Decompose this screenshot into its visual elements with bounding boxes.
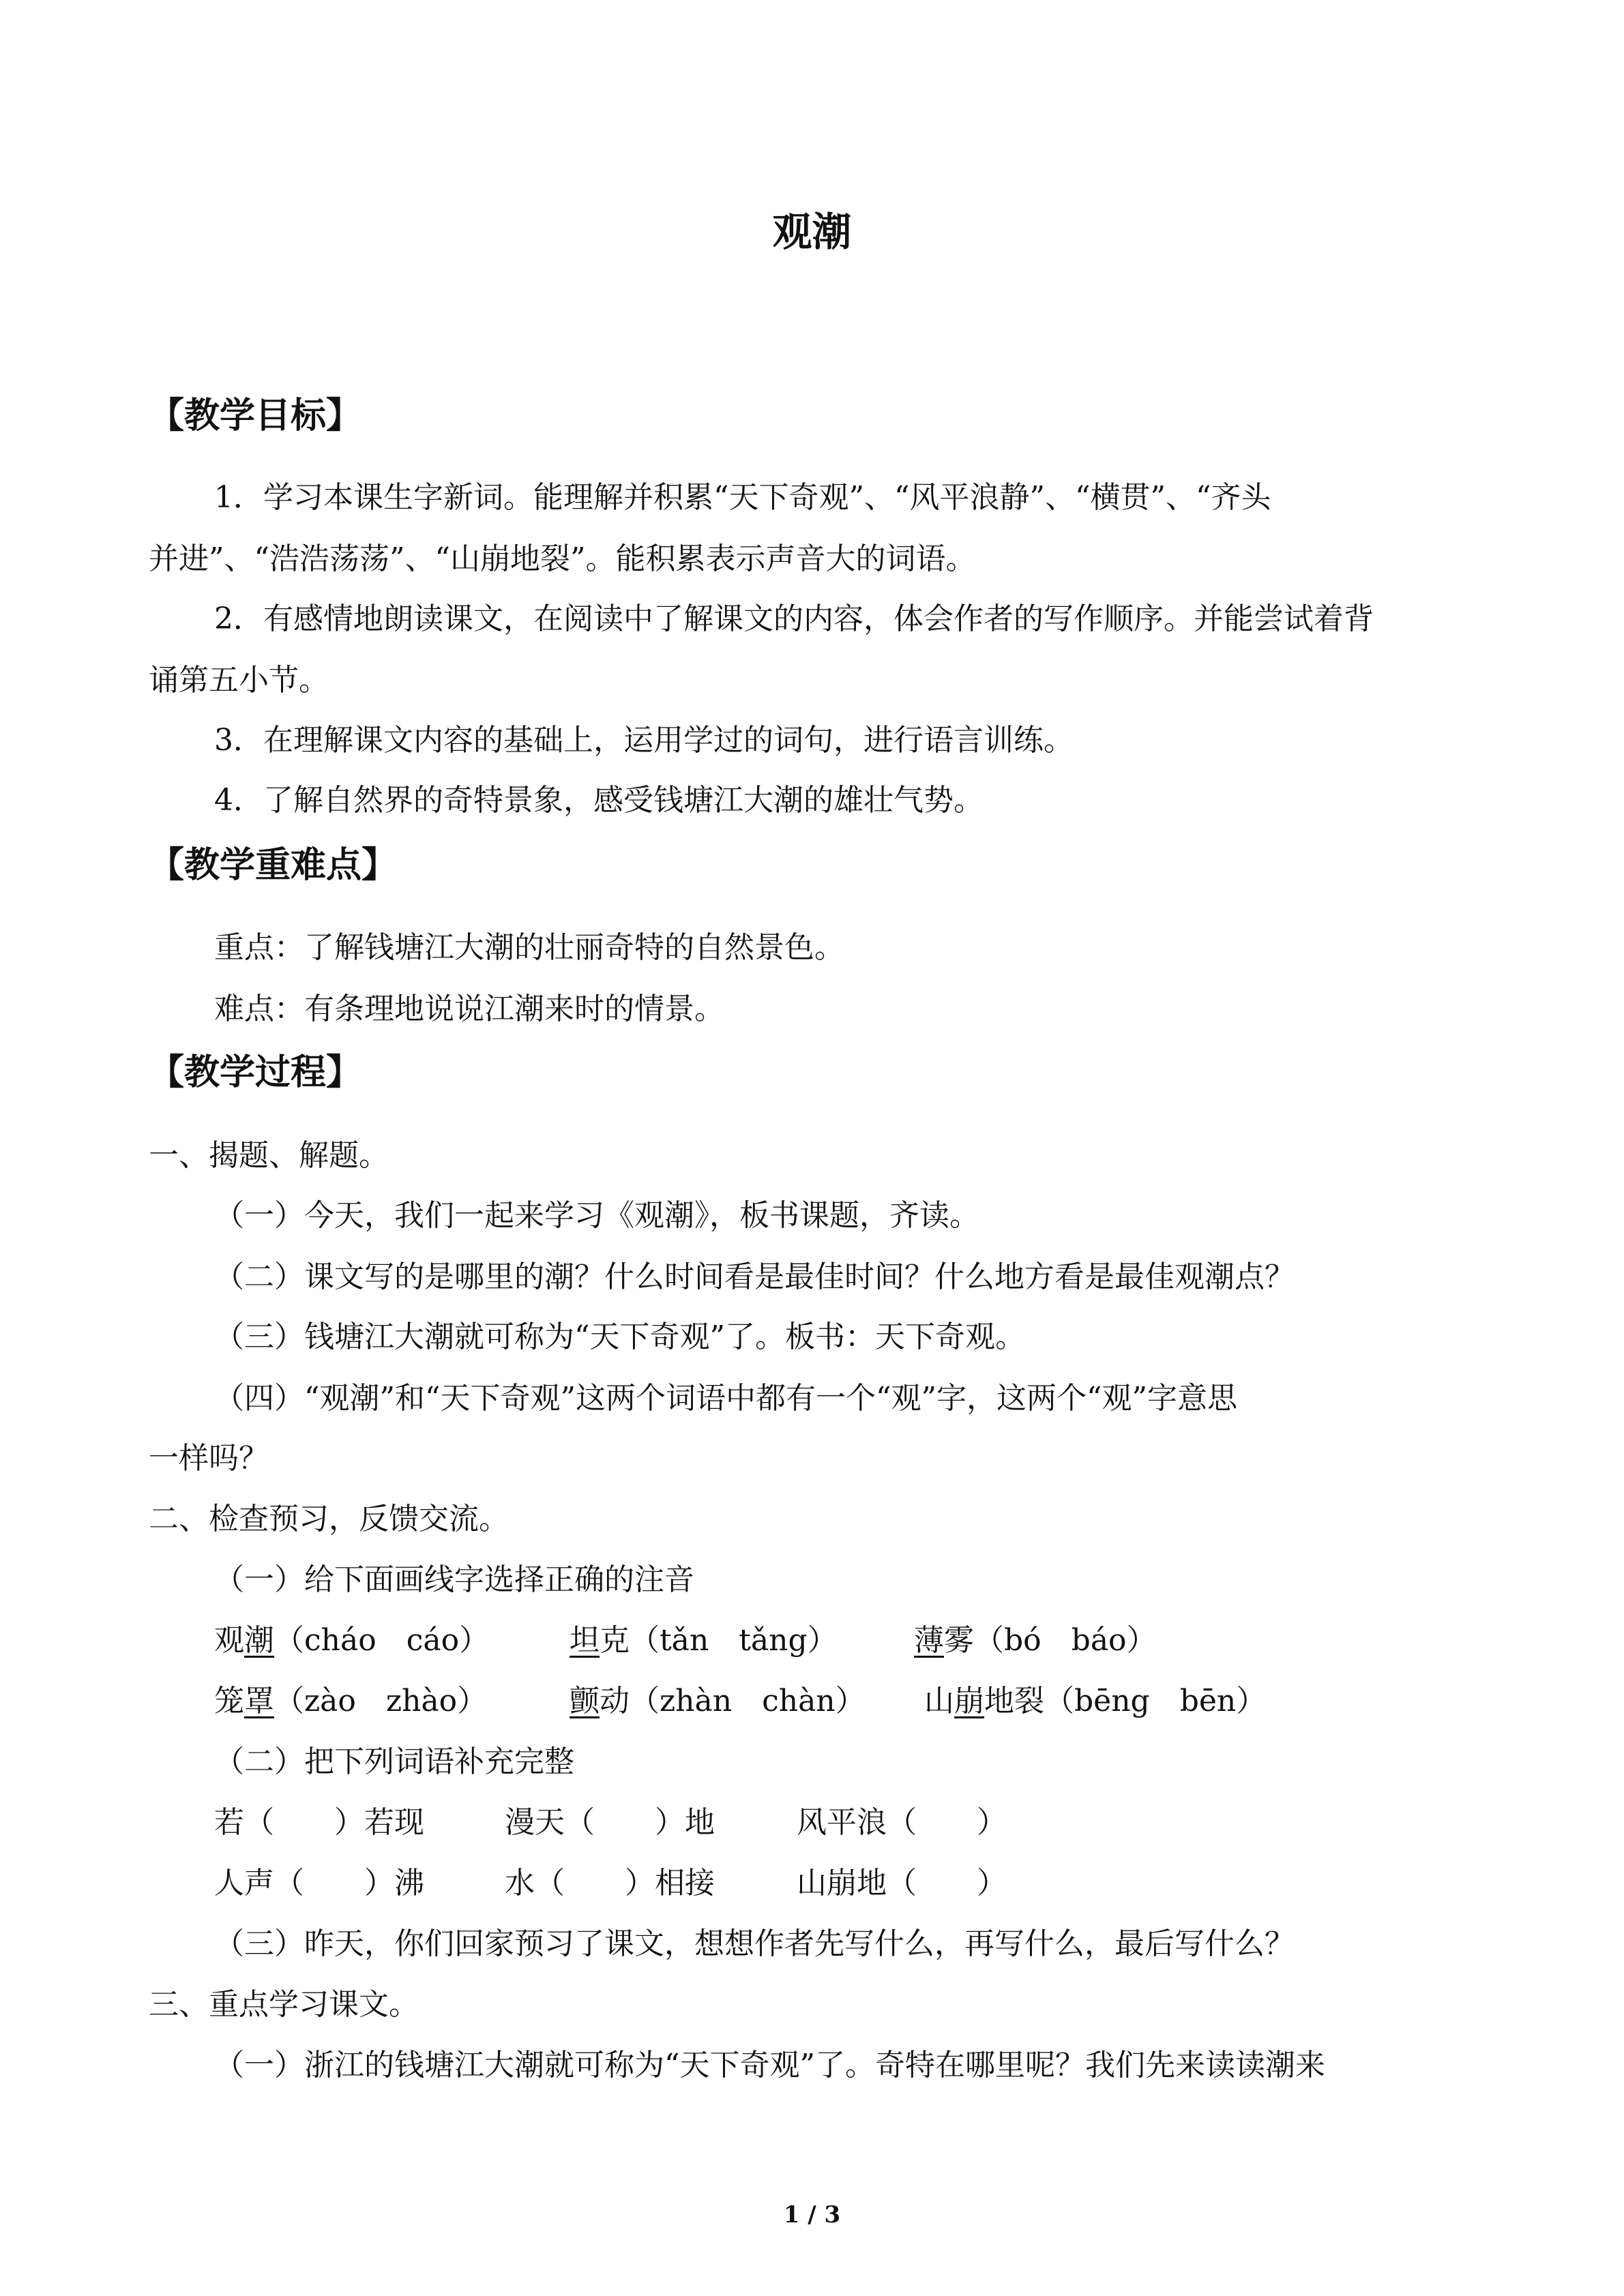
process-item: 一样吗？ <box>149 1441 269 1476</box>
process-item: （二）课文写的是哪里的潮？什么时间看是最佳时间？什么地方看是最佳观潮点？ <box>214 1259 1295 1294</box>
pinyin-word-part: 笼 <box>214 1684 244 1718</box>
difficulty-line: 难点：有条理地说说江潮来时的情景。 <box>214 992 724 1026</box>
objective-line: 并进”、“浩浩荡荡”、“山崩地裂”。能积累表示声音大的词语。 <box>149 541 976 576</box>
pinyin-options: （zào zhào） <box>274 1684 488 1718</box>
objective-line: 3．在理解课文内容的基础上，运用学过的词句，进行语言训练。 <box>214 723 1074 758</box>
underlined-char: 罩 <box>244 1684 274 1718</box>
fill-blank-word: 漫天（ ）地 <box>505 1805 715 1840</box>
fill-blank-word: 风平浪（ ） <box>797 1805 1007 1840</box>
process-item: （一）今天，我们一起来学习《观潮》，板书课题，齐读。 <box>214 1198 979 1233</box>
process-item: （三）钱塘江大潮就可称为“天下奇观”了。板书：天下奇观。 <box>214 1320 1025 1354</box>
pinyin-options: （cháo cáo） <box>274 1623 490 1658</box>
part1-title: 一、揭题、解题。 <box>149 1138 389 1173</box>
fill-blank-word: 水（ ）相接 <box>505 1866 715 1900</box>
pinyin-item <box>214 1681 487 1722</box>
part2-title: 二、检查预习，反馈交流。 <box>149 1502 509 1536</box>
pinyin-options: 克（tǎn tǎng） <box>600 1623 838 1658</box>
document-title: 观潮 <box>772 209 852 255</box>
pinyin-item <box>914 1620 1157 1661</box>
pinyin-word-part: 观 <box>214 1623 244 1658</box>
objective-line: 4．了解自然界的奇特景象，感受钱塘江大潮的雄壮气势。 <box>214 783 984 818</box>
heading-difficulties: 【教学重难点】 <box>149 845 398 886</box>
key-point-line: 重点：了解钱塘江大潮的壮丽奇特的自然景色。 <box>214 930 844 965</box>
pinyin-options: 地裂（bēng bēn） <box>984 1684 1267 1718</box>
process-item: （一）浙江的钱塘江大潮就可称为“天下奇观”了。奇特在哪里呢？我们先来读读潮来 <box>214 2048 1325 2083</box>
heading-process: 【教学过程】 <box>149 1052 362 1093</box>
underlined-char: 潮 <box>244 1623 274 1658</box>
fill-blank-word: 人声（ ）沸 <box>214 1866 424 1900</box>
pinyin-word-part: 山 <box>924 1684 954 1718</box>
page-number: 1 / 3 <box>783 2201 841 2228</box>
part2-sub3: （三）昨天，你们回家预习了课文，想想作者先写什么，再写什么，最后写什么？ <box>214 1926 1295 1961</box>
heading-objectives: 【教学目标】 <box>149 396 362 436</box>
objective-line: 2．有感情地朗读课文，在阅读中了解课文的内容，体会作者的写作顺序。并能尝试着背 <box>214 601 1374 636</box>
pinyin-options: 动（zhàn chàn） <box>600 1684 866 1718</box>
part3-title: 三、重点学习课文。 <box>149 1987 419 2022</box>
objective-line: 1．学习本课生字新词。能理解并积累“天下奇观”、“风平浪静”、“横贯”、“齐头 <box>214 480 1271 515</box>
part2-sub1: （一）给下面画线字选择正确的注音 <box>214 1562 694 1597</box>
pinyin-item <box>924 1681 1266 1722</box>
pinyin-item <box>214 1620 489 1661</box>
process-item: （四）“观潮”和“天下奇观”这两个词语中都有一个“观”字，这两个“观”字意思 <box>214 1381 1237 1416</box>
underlined-char: 颤 <box>570 1684 600 1718</box>
part2-sub2: （二）把下列词语补充完整 <box>214 1744 574 1779</box>
underlined-char: 崩 <box>954 1684 984 1718</box>
fill-blank-word: 若（ ）若现 <box>214 1805 424 1840</box>
pinyin-item <box>570 1681 866 1722</box>
underlined-char: 坦 <box>570 1623 600 1658</box>
pinyin-options: 雾（bó báo） <box>944 1623 1157 1658</box>
objective-line: 诵第五小节。 <box>149 663 329 698</box>
fill-blank-word: 山崩地（ ） <box>797 1866 1007 1900</box>
pinyin-item <box>570 1620 838 1661</box>
underlined-char: 薄 <box>914 1623 944 1658</box>
